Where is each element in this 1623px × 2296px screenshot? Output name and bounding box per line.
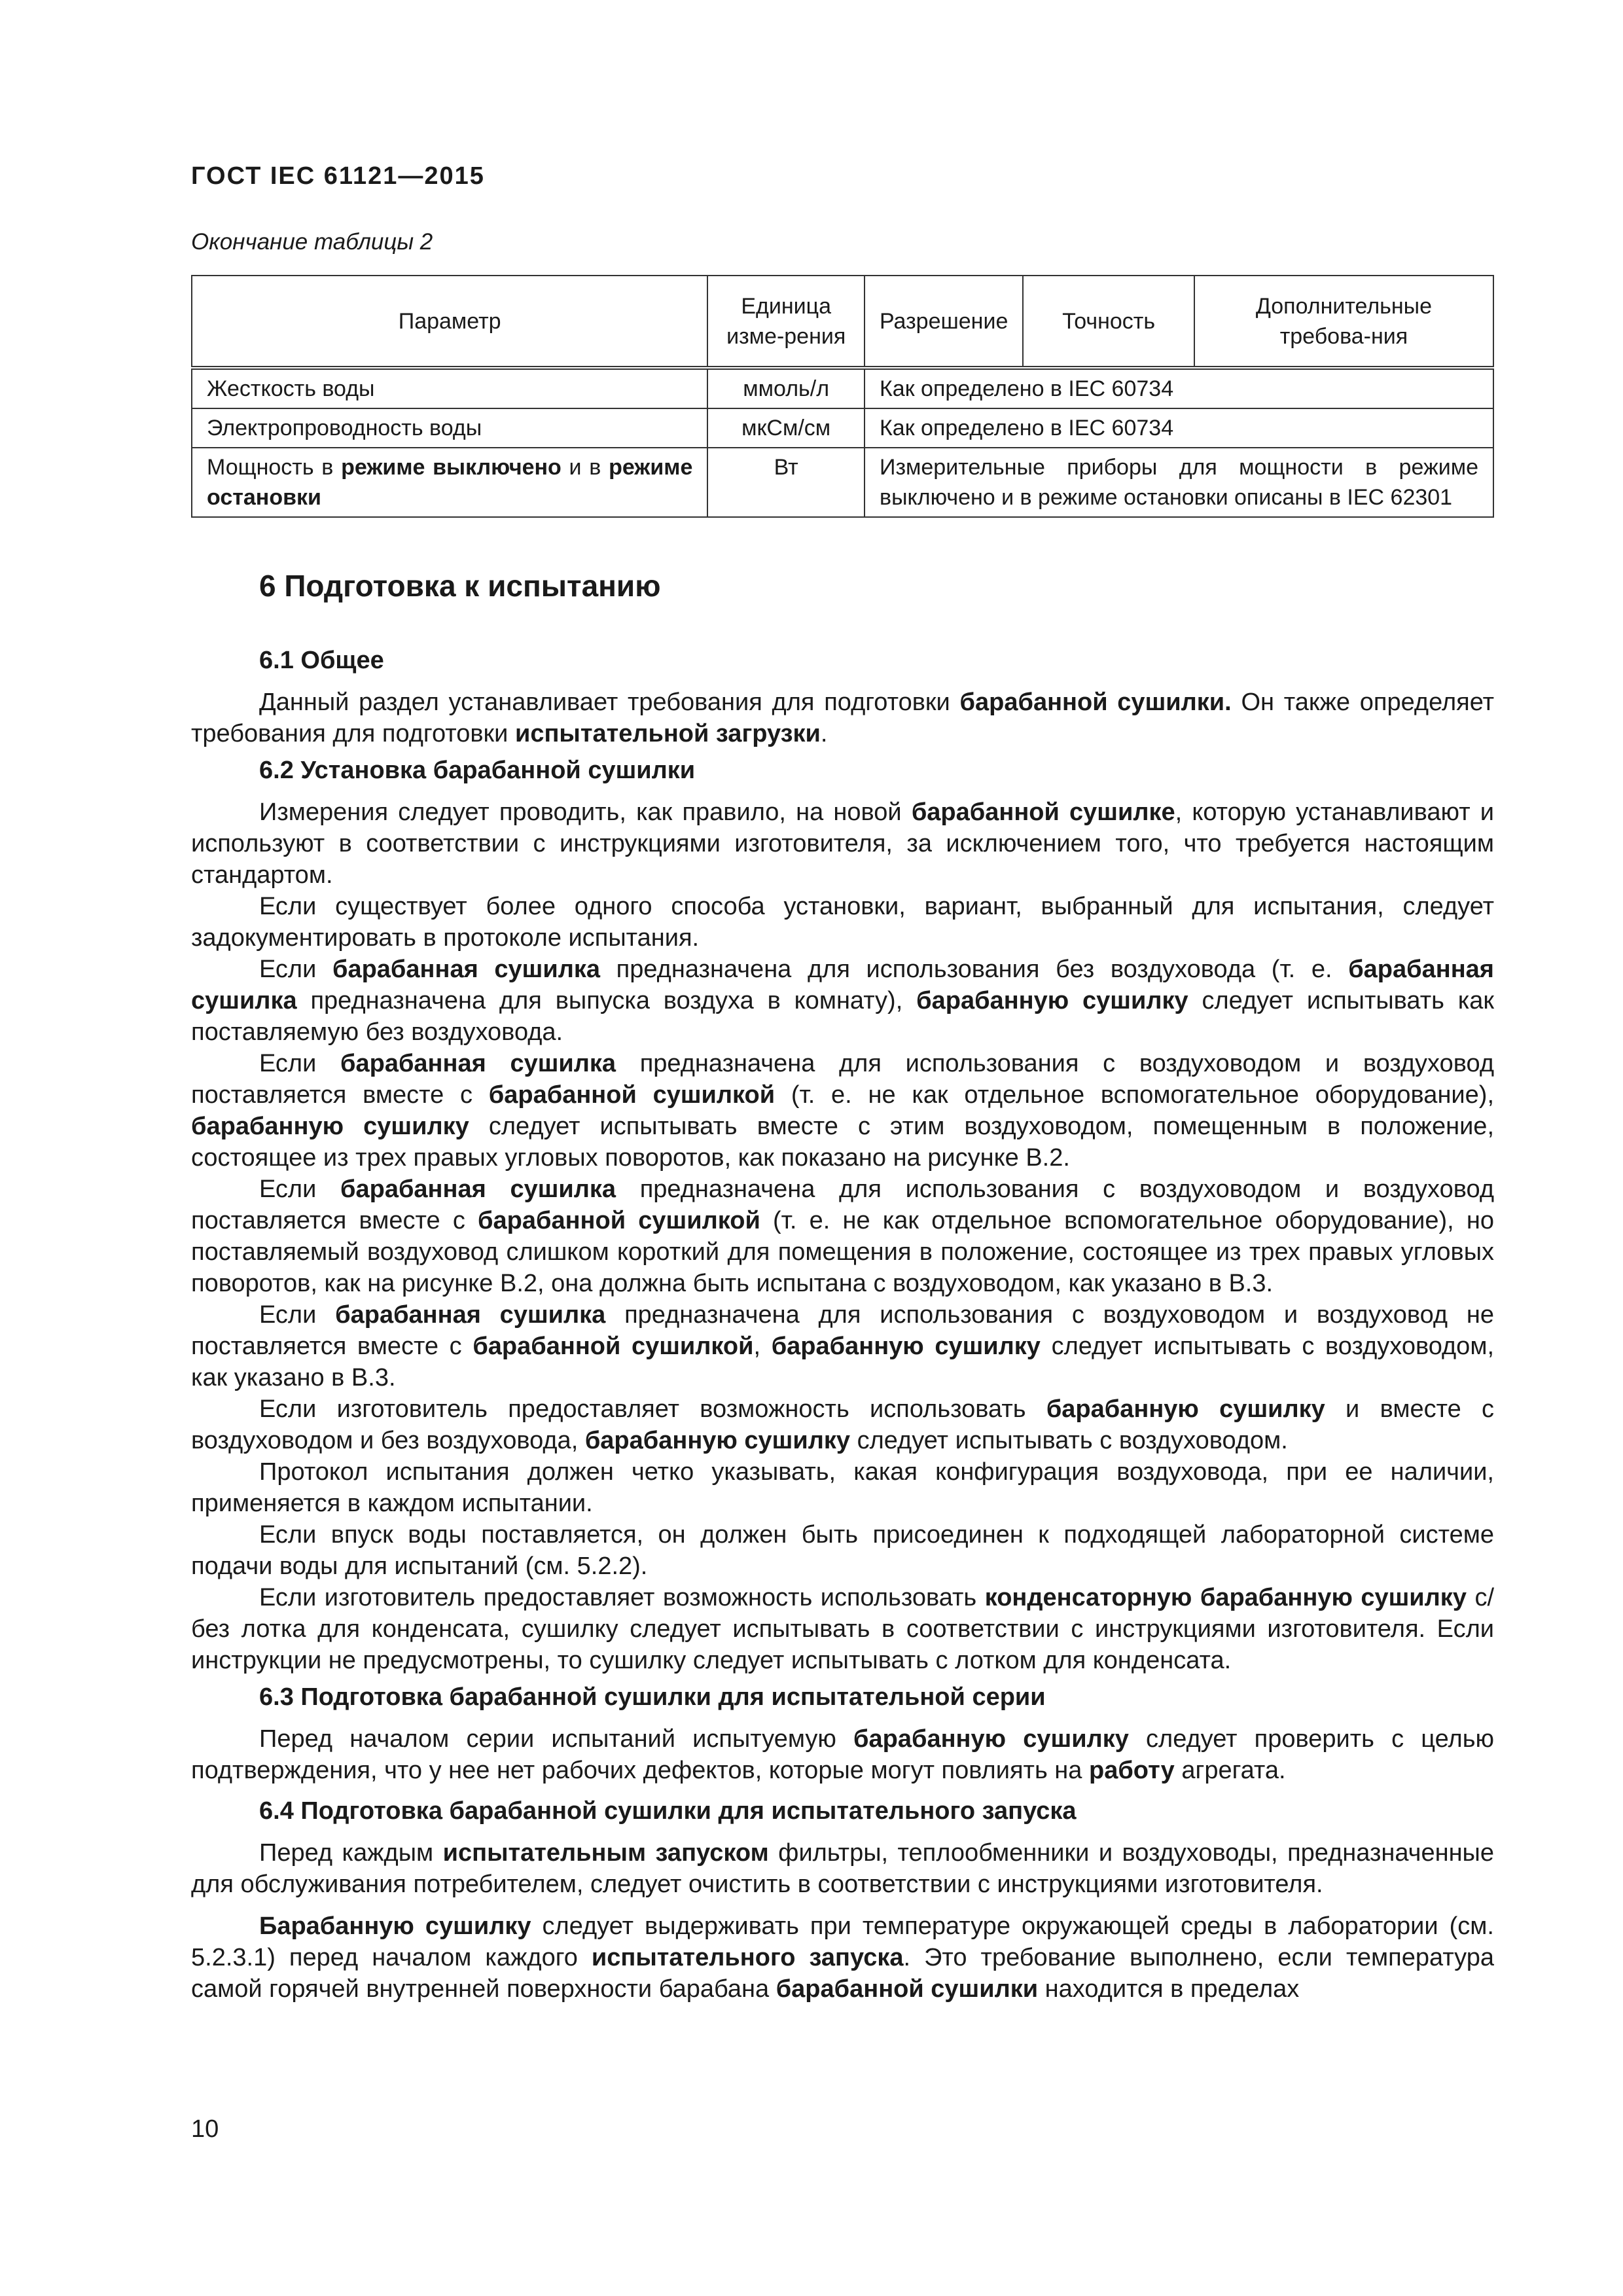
paragraph: Если существует более одного способа установки, вариант, выбранный для испытания, следует задокументировать в протоколе испытания. [191, 893, 1494, 952]
table-row [192, 368, 1493, 408]
param-cell: Мощность в режиме выключено и в режиме остановки [192, 448, 707, 517]
unit-cell: Вт [707, 448, 865, 517]
paragraph: Если барабанная сушилка предназначена для использования без воздуховода (т. е. барабанная сушилка предназначена для выпуска воздуха в комнату), барабанную сушилку следует испытывать как поставляемую без воздуховода. [191, 956, 1495, 1046]
param-cell: Электропроводность воды [192, 408, 707, 448]
table-row [192, 408, 1493, 448]
note-cell: Измерительные приборы для мощности в режиме выключено и в режиме остановки описаны в IEC 62301 [865, 448, 1493, 517]
note-cell: Как определено в IEC 60734 [865, 408, 1493, 448]
subsection-title-6-1: 6.1 Общее [259, 647, 384, 674]
paragraph: Измерения следует проводить, как правило, на новой барабанной сушилке, которую устанавливают и используют в соответствии с инструкциями изготовителя, за исключением того, что требуется настоящим стандартом. [191, 798, 1495, 889]
parameters-table [191, 275, 1494, 518]
column-header: Точность [1023, 276, 1194, 368]
paragraph: Если изготовитель предоставляет возможность использовать конденсаторную барабанную сушилку с/без лотка для конденсата, сушилку следует испытывать в соответствии с инструкциями изготовителя. Если инструкции не предусмотрены, то сушилку следует испытывать с лотком для конденсата. [191, 1584, 1494, 1674]
column-header: Разрешение [865, 276, 1023, 368]
page-number: 10 [191, 2115, 219, 2143]
paragraph: Если изготовитель предоставляет возможность использовать барабанную сушилку и вместе с воздуховодом и без воздуховода, барабанную сушилку следует испытывать с воздуховодом. [191, 1395, 1495, 1454]
subsection-title-6-4: 6.4 Подготовка барабанной сушилки для испытательного запуска [259, 1797, 1077, 1825]
document-header: ГОСТ IEC 61121—2015 [191, 162, 485, 190]
table-caption: Окончание таблицы 2 [191, 229, 433, 255]
paragraph: Барабанную сушилку следует выдерживать при температуре окружающей среды в лаборатории (см. 5.2.3.1) перед началом каждого испытательного запуска. Это требование выполнено, если температура самой горячей внутренней поверхности барабана барабанной сушилки находится в пределах [191, 1912, 1494, 2003]
table-header-row [192, 276, 1493, 368]
column-header: Параметр [192, 276, 707, 368]
subsection-title-6-3: 6.3 Подготовка барабанной сушилки для испытательной серии [259, 1683, 1046, 1711]
subsection-title-6-2: 6.2 Установка барабанной сушилки [259, 757, 696, 784]
paragraph: Если барабанная сушилка предназначена для использования с воздуховодом и воздуховод поставляется вместе с барабанной сушилкой (т. е. не как отдельное вспомогательное оборудование), барабанную сушилку следует испытывать вместе с этим воздуховодом, помещенным в положение, состоящее из трех правых угловых поворотов, как показано на рисунке B.2. [191, 1050, 1495, 1172]
unit-cell: мкСм/см [707, 408, 865, 448]
paragraph: Если впуск воды поставляется, он должен быть присоединен к подходящей лабораторной системе подачи воды для испытаний (см. 5.2.2). [191, 1521, 1494, 1580]
paragraph: Если барабанная сушилка предназначена для использования с воздуховодом и воздуховод поставляется вместе с барабанной сушилкой (т. е. не как отдельное вспомогательное оборудование), но поставляемый воздуховод слишком короткий для помещения в положение, состоящее из трех правых угловых поворотов, как на рисунке B.2, она должна быть испытана с воздуховодом, как указано в B.3. [191, 1175, 1495, 1297]
paragraph: Перед началом серии испытаний испытуемую барабанную сушилку следует проверить с целью подтверждения, что у нее нет рабочих дефектов, которые могут повлиять на работу агрегата. [191, 1725, 1494, 1784]
table-row [192, 448, 1493, 517]
paragraph: Перед каждым испытательным запуском фильтры, теплообменники и воздуховоды, предназначенные для обслуживания потребителем, следует очистить в соответствии с инструкциями изготовителя. [191, 1839, 1495, 1898]
column-header: Единица изме-рения [707, 276, 865, 368]
param-cell: Жесткость воды [192, 368, 707, 408]
paragraph: Протокол испытания должен четко указывать, какая конфигурация воздуховода, при ее наличии, применяется в каждом испытании. [191, 1458, 1494, 1517]
column-header: Дополнительные требова-ния [1194, 276, 1493, 368]
note-cell: Как определено в IEC 60734 [865, 368, 1493, 408]
section-title: 6 Подготовка к испытанию [259, 569, 661, 603]
paragraph: Если барабанная сушилка предназначена для использования с воздуховодом и воздуховод не поставляется вместе с барабанной сушилкой, барабанную сушилку следует испытывать с воздуховодом, как указано в B.3. [191, 1301, 1495, 1391]
section-body [191, 645, 1494, 2005]
paragraph: Данный раздел устанавливает требования для подготовки барабанной сушилки. Он также определяет требования для подготовки испытательной загрузки. [191, 689, 1494, 747]
unit-cell: ммоль/л [707, 368, 865, 408]
